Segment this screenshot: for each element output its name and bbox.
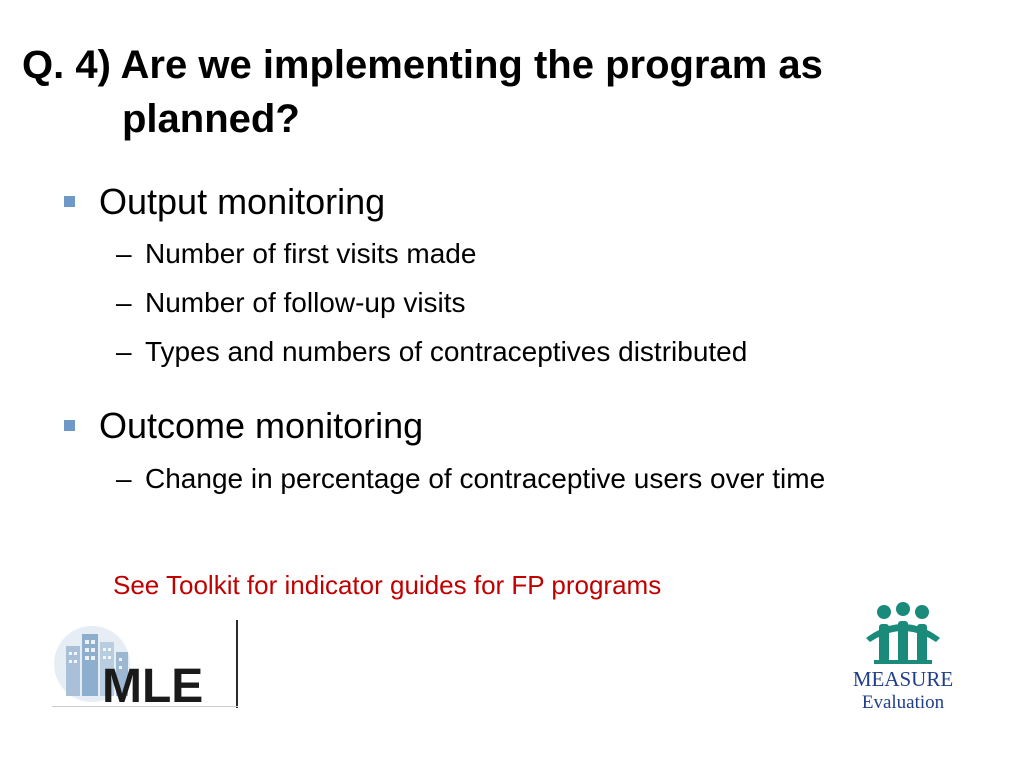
sub-item-label: Number of first visits made: [145, 238, 477, 269]
mle-building-logo-icon: [52, 620, 238, 708]
mle-logo: [52, 620, 238, 708]
slide-title-line1: Q. 4) Are we implementing the program as: [22, 43, 823, 87]
list-item: [116, 284, 916, 322]
dash-bullet-icon: –: [116, 463, 132, 494]
measure-brand-text: MEASURE: [852, 667, 954, 691]
list-item: [116, 460, 916, 498]
measure-people-logo-icon: [846, 602, 960, 714]
mle-logo-text: MLE: [102, 660, 204, 708]
dash-bullet-icon: –: [116, 238, 132, 269]
dash-bullet-icon: –: [116, 287, 132, 318]
measure-evaluation-logo: [846, 602, 960, 714]
bullet-label: Output monitoring: [99, 181, 386, 222]
measure-sub-text: Evaluation: [861, 692, 945, 713]
sub-item-label: Number of follow-up visits: [145, 287, 466, 318]
square-bullet-icon: [64, 196, 75, 207]
slide-title-line2: planned?: [122, 97, 300, 141]
dash-bullet-icon: –: [116, 336, 132, 367]
list-item: [116, 235, 916, 273]
bullet-label: Outcome monitoring: [99, 405, 424, 446]
square-bullet-icon: [64, 420, 75, 431]
list-item: [116, 333, 916, 371]
toolkit-note: See Toolkit for indicator guides for FP programs: [113, 570, 662, 600]
sub-item-label: Types and numbers of contraceptives distributed: [145, 336, 748, 367]
sub-item-label: Change in percentage of contraceptive users over time: [145, 463, 826, 494]
slide-title: [22, 38, 982, 146]
